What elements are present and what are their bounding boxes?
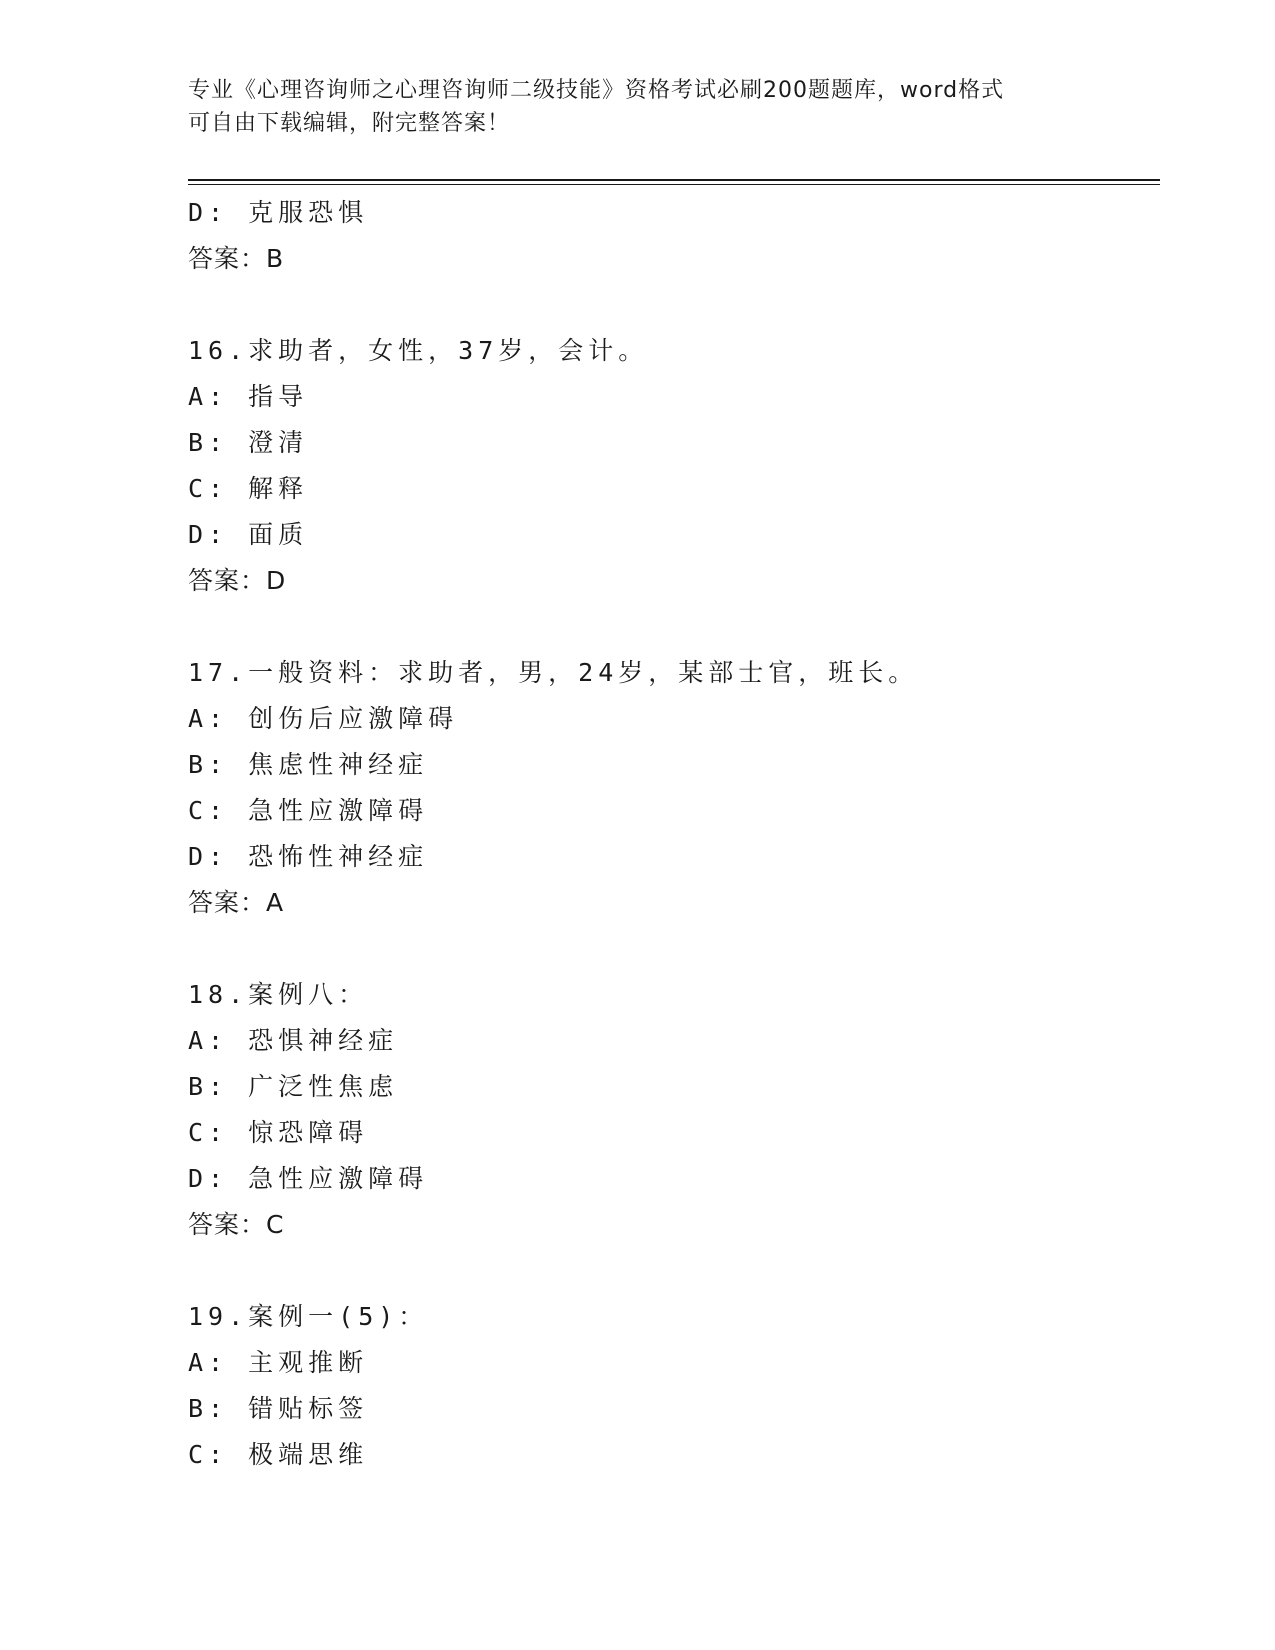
option-a: A: 恐惧神经症 xyxy=(188,1026,399,1055)
question-stem: 19.案例一(5)： xyxy=(188,1302,429,1331)
option-d: D: 急性应激障碍 xyxy=(188,1164,429,1193)
option-c: C: 惊恐障碍 xyxy=(188,1118,369,1147)
header-line-2: 可自由下载编辑，附完整答案！ xyxy=(188,111,511,136)
option-b: B: 错贴标签 xyxy=(188,1394,369,1423)
question-list xyxy=(188,190,1148,1478)
option-b: B: 澄清 xyxy=(188,428,309,457)
answer-line: 答案：C xyxy=(188,1210,285,1239)
option-a: A: 主观推断 xyxy=(188,1348,369,1377)
answer-line: 答案：A xyxy=(188,888,285,917)
question-17 xyxy=(188,650,1148,926)
question-stem: 18.案例八： xyxy=(188,980,369,1009)
header-line-1: 专业《心理咨询师之心理咨询师二级技能》资格考试必刷200题题库，word格式 xyxy=(188,78,1005,103)
header-divider-thin xyxy=(188,184,1160,185)
answer-line: 答案：D xyxy=(188,566,287,595)
question-18 xyxy=(188,972,1148,1248)
option-c: C: 极端思维 xyxy=(188,1440,369,1469)
question-stem: 16.求助者，女性，37岁，会计。 xyxy=(188,336,649,365)
spacer xyxy=(188,282,1148,328)
option-b: B: 广泛性焦虑 xyxy=(188,1072,399,1101)
spacer xyxy=(188,1248,1148,1294)
question-stem: 17.一般资料：求助者，男，24岁，某部士官，班长。 xyxy=(188,658,919,687)
question-19 xyxy=(188,1294,1148,1478)
document-header xyxy=(188,74,1088,140)
option-c: C: 急性应激障碍 xyxy=(188,796,429,825)
option-d: D: 克服恐惧 xyxy=(188,198,369,227)
option-d: D: 面质 xyxy=(188,520,309,549)
option-a: A: 创伤后应激障碍 xyxy=(188,704,459,733)
question-16 xyxy=(188,328,1148,604)
option-b: B: 焦虑性神经症 xyxy=(188,750,429,779)
header-divider-thick xyxy=(188,179,1160,181)
option-a: A: 指导 xyxy=(188,382,309,411)
option-d: D: 恐怖性神经症 xyxy=(188,842,429,871)
option-c: C: 解释 xyxy=(188,474,309,503)
spacer xyxy=(188,926,1148,972)
answer-line: 答案：B xyxy=(188,244,285,273)
spacer xyxy=(188,604,1148,650)
